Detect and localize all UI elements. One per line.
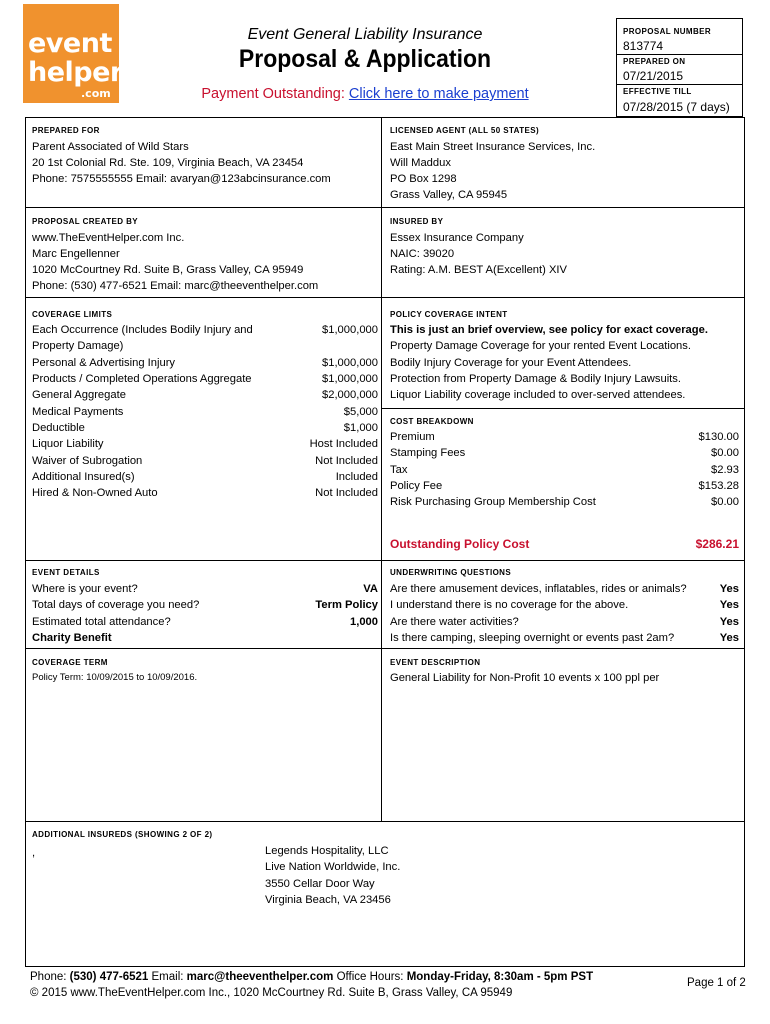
prepared-for-heading: PREPARED FOR xyxy=(32,126,100,135)
cost-value: $0.00 xyxy=(711,447,739,459)
proposal-number: 813774 xyxy=(623,39,664,53)
agent-line: PO Box 1298 xyxy=(390,173,457,185)
event-description: General Liability for Non-Profit 10 events x 100 ppl per xyxy=(390,672,660,684)
coverage-limit-label: Waiver of Subrogation xyxy=(32,455,143,467)
cost-label: Premium xyxy=(390,431,435,443)
coverage-limit-value: Included xyxy=(335,471,378,483)
cost-label: Tax xyxy=(390,464,408,476)
underwriting-question: Are there amusement devices, inflatables, rides or animals? xyxy=(390,583,687,595)
coverage-limit-value: $1,000 xyxy=(343,422,378,434)
cost-label: Policy Fee xyxy=(390,480,443,492)
coverage-term-heading: COVERAGE TERM xyxy=(32,658,108,667)
cost-value: $130.00 xyxy=(698,431,739,443)
cost-breakdown-heading: COST BREAKDOWN xyxy=(390,417,474,426)
coverage-limit-label: Medical Payments xyxy=(32,406,124,418)
payment-outstanding-label: Payment Outstanding: xyxy=(201,86,345,102)
coverage-limits-heading: COVERAGE LIMITS xyxy=(32,310,113,319)
event-question: Total days of coverage you need? xyxy=(32,599,200,611)
cost-value: $0.00 xyxy=(711,496,739,508)
created-by-line: Phone: (530) 477-6521 Email: marc@theeventhelper.com xyxy=(32,280,319,292)
underwriting-answer: Yes xyxy=(719,599,739,611)
underwriting-question: I understand there is no coverage for the above. xyxy=(390,599,629,611)
coverage-limit-label: Property Damage) xyxy=(32,340,124,352)
underwriting-question: Is there camping, sleeping overnight or events past 2am? xyxy=(390,632,675,644)
coverage-limit-label: Liquor Liability xyxy=(32,438,104,450)
underwriting-answer: Yes xyxy=(719,616,739,628)
footer-email[interactable]: marc@theeventhelper.com xyxy=(186,971,334,983)
coverage-limit-value: $2,000,000 xyxy=(322,389,378,401)
event-answer: VA xyxy=(363,583,378,595)
footer xyxy=(30,969,593,1001)
coverage-limit-value: $1,000,000 xyxy=(322,357,378,369)
created-by-line: www.TheEventHelper.com Inc. xyxy=(32,232,185,244)
policy-intent-line: Bodily Injury Coverage for your Event Attendees. xyxy=(390,357,632,369)
footer-hours-label: Office Hours: xyxy=(336,971,404,983)
footer-email-label: Email: xyxy=(151,971,184,983)
cost-value: $2.93 xyxy=(711,464,739,476)
cost-value: $153.28 xyxy=(698,480,739,492)
additional-insureds-heading: ADDITIONAL INSUREDS (SHOWING 2 OF 2) xyxy=(32,830,213,839)
cost-label: Stamping Fees xyxy=(390,447,466,459)
page-number: Page 1 of 2 xyxy=(687,977,746,989)
footer-hours: Monday-Friday, 8:30am - 5pm PST xyxy=(406,971,594,983)
document-title: Proposal & Application xyxy=(238,45,492,73)
proposal-info-box xyxy=(616,18,743,117)
outstanding-cost-label: Outstanding Policy Cost xyxy=(390,537,530,551)
insurer-line: Rating: A.M. BEST A(Excellent) XIV xyxy=(390,264,567,276)
event-description-heading: EVENT DESCRIPTION xyxy=(390,658,481,667)
additional-insured-line: Live Nation Worldwide, Inc. xyxy=(265,861,401,873)
coverage-limit-value: $1,000,000 xyxy=(322,324,378,336)
coverage-limit-label: Personal & Advertising Injury xyxy=(32,357,176,369)
event-question: Where is your event? xyxy=(32,583,138,595)
policy-coverage-intent-heading: POLICY COVERAGE INTENT xyxy=(390,310,508,319)
underwriting-question: Are there water activities? xyxy=(390,616,519,628)
prepared-on-date: 07/21/2015 xyxy=(623,69,684,83)
policy-intent-line: Protection from Property Damage & Bodily Injury Lawsuits. xyxy=(390,373,681,385)
licensed-agent-heading: LICENSED AGENT (ALL 50 STATES) xyxy=(390,126,540,135)
prepared-for-name: Parent Associated of Wild Stars xyxy=(32,141,189,153)
proposal-number-label: PROPOSAL NUMBER xyxy=(623,27,712,36)
coverage-limit-value: $1,000,000 xyxy=(322,373,378,385)
coverage-limit-value: $5,000 xyxy=(343,406,378,418)
event-helper-logo xyxy=(23,4,123,103)
cost-label: Risk Purchasing Group Membership Cost xyxy=(390,496,596,508)
underwriting-heading: UNDERWRITING QUESTIONS xyxy=(390,568,512,577)
created-by-line: Marc Engellenner xyxy=(32,248,120,260)
policy-term: Policy Term: 10/09/2015 to 10/09/2016. xyxy=(32,672,198,683)
logo-word-helper: helper xyxy=(28,57,123,88)
proposal-created-by-heading: PROPOSAL CREATED BY xyxy=(32,217,138,226)
footer-phone-label: Phone: xyxy=(30,971,67,983)
event-type: Charity Benefit xyxy=(32,632,112,644)
effective-till-date: 07/28/2015 (7 days) xyxy=(623,100,730,114)
coverage-limit-label: Deductible xyxy=(32,422,85,434)
logo-word-event: event xyxy=(28,28,112,59)
additional-insured-line: Legends Hospitality, LLC xyxy=(265,845,389,857)
coverage-limit-value: Not Included xyxy=(315,455,378,467)
underwriting-answer: Yes xyxy=(719,583,739,595)
make-payment-link[interactable]: Click here to make payment xyxy=(348,86,529,102)
policy-intent-line: Property Damage Coverage for your rented Event Locations. xyxy=(390,340,691,352)
proposal-form xyxy=(25,117,745,967)
agent-line: Grass Valley, CA 95945 xyxy=(390,189,508,201)
insurer-line: NAIC: 39020 xyxy=(390,248,455,260)
policy-intent-note: This is just an brief overview, see policy for exact coverage. xyxy=(390,324,708,336)
prepared-for-address: 20 1st Colonial Rd. Ste. 109, Virginia Beach, VA 23454 xyxy=(32,157,304,169)
footer-phone[interactable]: (530) 477-6521 xyxy=(69,971,149,983)
additional-insured-line: 3550 Cellar Door Way xyxy=(265,878,375,890)
additional-insured-left: , xyxy=(32,847,36,859)
prepared-for-contact: Phone: 7575555555 Email: avaryan@123abcinsurance.com xyxy=(32,173,331,185)
coverage-limit-label: Hired & Non-Owned Auto xyxy=(32,487,158,499)
coverage-limit-label: General Aggregate xyxy=(32,389,126,401)
effective-till-label: EFFECTIVE TILL xyxy=(623,87,692,96)
coverage-limit-label: Products / Completed Operations Aggregate xyxy=(32,373,252,385)
coverage-limit-value: Not Included xyxy=(315,487,378,499)
coverage-limit-value: Host Included xyxy=(309,438,378,450)
underwriting-answer: Yes xyxy=(719,632,739,644)
footer-copyright: © 2015 www.TheEventHelper.com Inc., 1020 McCourtney Rd. Suite B, Grass Valley, CA 95949 xyxy=(30,987,513,999)
additional-insured-line: Virginia Beach, VA 23456 xyxy=(265,894,391,906)
agent-line: East Main Street Insurance Services, Inc. xyxy=(390,141,596,153)
prepared-on-label: PREPARED ON xyxy=(623,57,686,66)
insured-by-heading: INSURED BY xyxy=(390,217,444,226)
insurer-line: Essex Insurance Company xyxy=(390,232,524,244)
logo-word-com: .com xyxy=(81,87,111,100)
created-by-line: 1020 McCourtney Rd. Suite B, Grass Valley, CA 95949 xyxy=(32,264,304,276)
footer-contact xyxy=(30,969,593,985)
event-answer: 1,000 xyxy=(350,616,378,628)
payment-status xyxy=(190,86,540,102)
outstanding-cost-value: $286.21 xyxy=(695,537,739,551)
event-question: Estimated total attendance? xyxy=(32,616,171,628)
event-answer: Term Policy xyxy=(315,599,378,611)
agent-line: Will Maddux xyxy=(390,157,451,169)
policy-intent-line: Liquor Liability coverage included to over-served attendees. xyxy=(390,389,686,401)
event-details-heading: EVENT DETAILS xyxy=(32,568,100,577)
coverage-limit-label: Additional Insured(s) xyxy=(32,471,135,483)
coverage-limit-label: Each Occurrence (Includes Bodily Injury and xyxy=(32,324,253,336)
document-subtitle: Event General Liability Insurance xyxy=(247,26,483,43)
